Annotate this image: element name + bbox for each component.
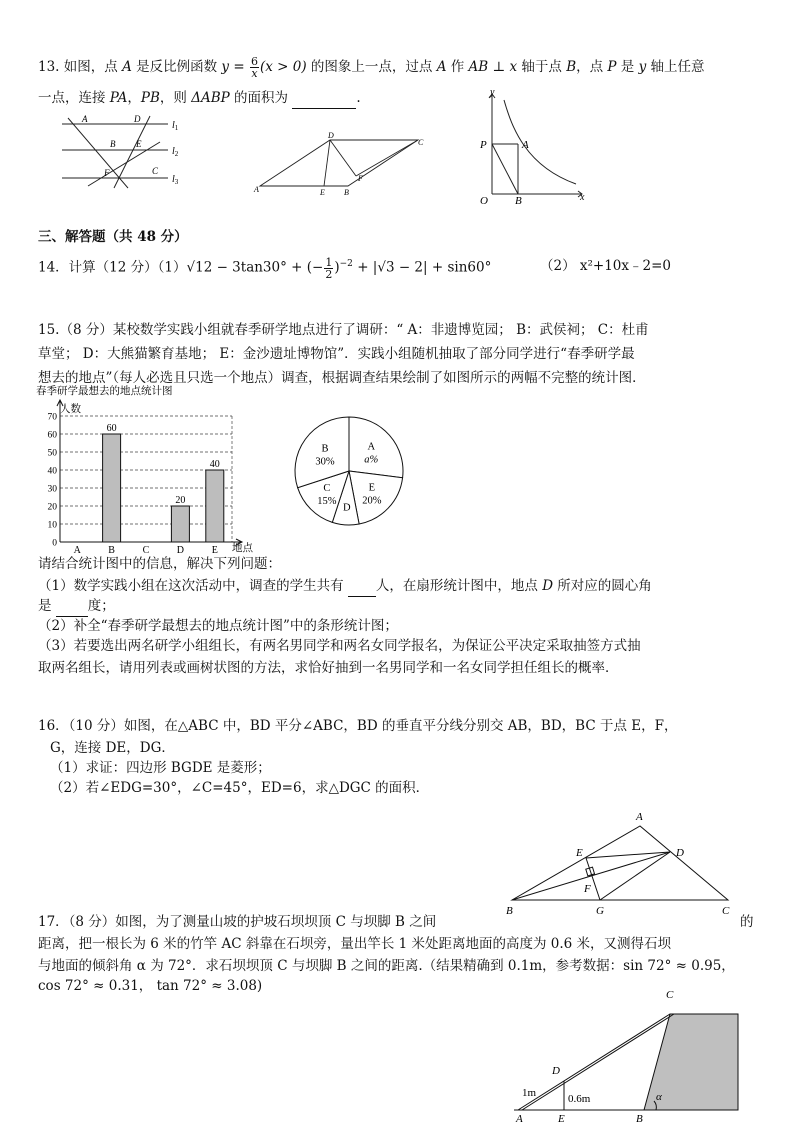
answer-blank[interactable] [292,88,356,109]
chart-xlabel: 地点 [232,543,253,554]
label-l1: $l_1$ [172,120,179,132]
hyperbola-figure [478,86,590,208]
svg-text:F: F [584,883,591,895]
q16-line4: （2）若∠EDG=30°，∠C=45°，ED=6，求△DGC 的面积． [50,780,430,796]
q15-q2: （2）补全“春季研学最想去的地点统计图”中的条形统计图； [38,618,398,634]
bar-B [103,434,121,542]
bar-D [171,506,189,542]
svg-text:D: D [552,1065,560,1077]
fraction-one-half: $\frac{1}{2}$ [325,255,333,281]
x-tick-label: A [73,545,81,554]
q16-line1: 16．（10 分）如图，在△ABC 中，BD 平分∠ABC，BD 的垂直平分线分别交 AB，BD，BC 于点 E，F， [38,718,678,734]
q15-intro: 请结合统计图中的信息，解决下列问题： [38,556,281,572]
svg-text:D: D [328,131,334,140]
q17-line4: cos 72° ≈ 0.31， tan 72° ≈ 3.08) [38,978,263,994]
q15-line3: 想去的地点”（每人必选且只选一个地点）调查，根据调查结果绘制了如图所示的两幅不完整的统计图． [38,370,646,386]
y-tick-label: 70 [47,412,57,423]
svg-text:C: C [418,138,424,147]
pie-chart [290,412,408,530]
answer-blank-angle[interactable] [56,596,88,617]
y-tick-label: 50 [47,448,57,459]
pie-label-A: A [367,441,376,453]
label-B: B [110,139,116,149]
q17-line3: 与地面的倾斜角 α 为 72°．求石坝坝顶 C 与坝脚 B 之间的距离.（结果精确到 0.1m，参考数据：sin 72° ≈ 0.95， [38,958,735,974]
svg-text:E: E [576,847,583,859]
pie-value-B: 30% [315,456,335,468]
svg-text:α: α [656,1091,662,1103]
svg-text:B: B [636,1113,643,1123]
bar-value-label: 40 [209,459,220,470]
label-l3: $l_3$ [172,174,179,186]
x-tick-label: C [142,545,150,554]
q15-q1: （1）数学实践小组在这次活动中，调查的学生共有 人，在扇形统计图中，地点 D 所对应的圆心角 [38,576,652,597]
q14-line: 14．计算（12 分）（1）√12 − 3tan30° + (− $\frac{1}{2}$ )$^{-2}$ + |√3 − 2| + sin60° [38,255,492,281]
svg-text:P: P [480,139,487,151]
pie-value-A: a% [364,454,379,466]
q17-line2: 距离，把一根长为 6 米的竹竿 AC 斜靠在石坝旁，量出竿长 1 米处距离地面的高度为 0.6 米，又测得石坝 [38,936,672,952]
svg-text:y: y [490,87,495,98]
q16-line3: （1）求证：四边形 BGDE 是菱形； [50,760,271,776]
x-tick-label: B [108,545,115,554]
label-C: C [152,166,159,176]
svg-text:A: A [516,1113,523,1123]
dam-figure [510,984,740,1123]
pie-label-E: E [368,482,376,494]
svg-text:O: O [480,195,488,207]
q15-q3a: （3）若要选出两名研学小组组长，有两名男同学和两名女同学报名，为保证公平决定采取抽签方式抽 [38,638,641,654]
label-F: F [104,168,110,178]
q16-line2: G，连接 DE，DG． [50,740,175,756]
q13-line2: 一点，连接 PA，PB，则 ΔABP 的面积为 . [38,88,361,109]
fraction-6-over-x: $\frac{6}{x}$ [250,55,258,80]
bar-value-label: 20 [175,495,186,506]
bar-E [206,470,224,542]
svg-text:A: A [636,811,643,823]
svg-text:A: A [522,139,529,151]
svg-text:C: C [722,905,730,917]
svg-text:B: B [506,905,513,917]
y-tick-label: 0 [52,538,57,549]
y-tick-label: 60 [47,430,57,441]
label-l2: $l_2$ [172,146,179,158]
pie-label-D: D [342,502,351,514]
section-heading: 三、解答题（共 48 分） [38,229,188,245]
y-tick-label: 10 [47,520,57,531]
svg-text:B: B [515,195,522,207]
q17-line1: 17．（8 分）如图，为了测量山坡的护坡石坝坝顶 C 与坝脚 B 之间 [38,914,437,930]
svg-text:G: G [596,905,604,917]
pie-label-C: C [323,483,331,495]
svg-text:x: x [580,192,585,203]
q15-line2: 草堂； D：大熊猫繁育基地； E：金沙遗址博物馆”．实践小组随机抽取了部分同学进行“春季研学最 [38,346,635,362]
y-tick-label: 20 [47,502,57,513]
y-tick-label: 40 [47,466,57,477]
bar-chart [36,380,266,554]
x-tick-label: E [211,545,218,554]
pie-label-B: B [321,443,329,455]
bar-value-label: 60 [106,423,117,434]
pie-slice-A [349,417,403,478]
x-tick-label: D [176,545,185,554]
chart-title: 春季研学最想去的地点统计图 [36,386,173,397]
chart-ylabel: 人数 [60,404,81,415]
pie-value-E: 20% [362,495,382,507]
q13-line1: 13. 如图，点 A 是反比例函数 y = $\frac{6}{x}$ (x > 0) 的图象上一点，过点 A 作 AB ⊥ x 轴于点 B，点 P 是 y 轴上任意 [38,55,705,80]
q15-q1-cont: 是 度； [38,596,115,617]
parallelogram-figure [250,128,430,200]
triangle-figure [500,806,750,920]
svg-text:F: F [358,174,363,183]
y-tick-label: 30 [47,484,57,495]
q15-line1: 15.（8 分）某校数学实践小组就春季研学地点进行了调研：“ A：非遗博览园； B：武侯祠； C：杜甫 [38,322,649,338]
parallel-lines-figure [56,112,196,196]
label-E: E [136,139,142,149]
pie-value-C: 15% [317,496,337,508]
answer-blank-students[interactable] [348,576,376,597]
svg-text:B: B [344,188,349,197]
q14-part2: （2） x²+10x﹣2=0 [540,258,671,274]
label-A: A [82,114,88,124]
svg-text:D: D [676,847,684,859]
svg-text:0.6m: 0.6m [568,1093,591,1105]
q15-q3b: 取两名组长，请用列表或画树状图的方法，求恰好抽到一名男同学和一名女同学担任组长的概率． [38,660,619,676]
svg-text:A: A [254,185,259,194]
svg-text:E: E [320,188,325,197]
svg-text:E: E [558,1113,565,1123]
q17-line1-end: 的 [740,914,754,930]
svg-text:1m: 1m [522,1087,537,1099]
label-D: D [134,114,141,124]
svg-text:C: C [666,989,674,1001]
